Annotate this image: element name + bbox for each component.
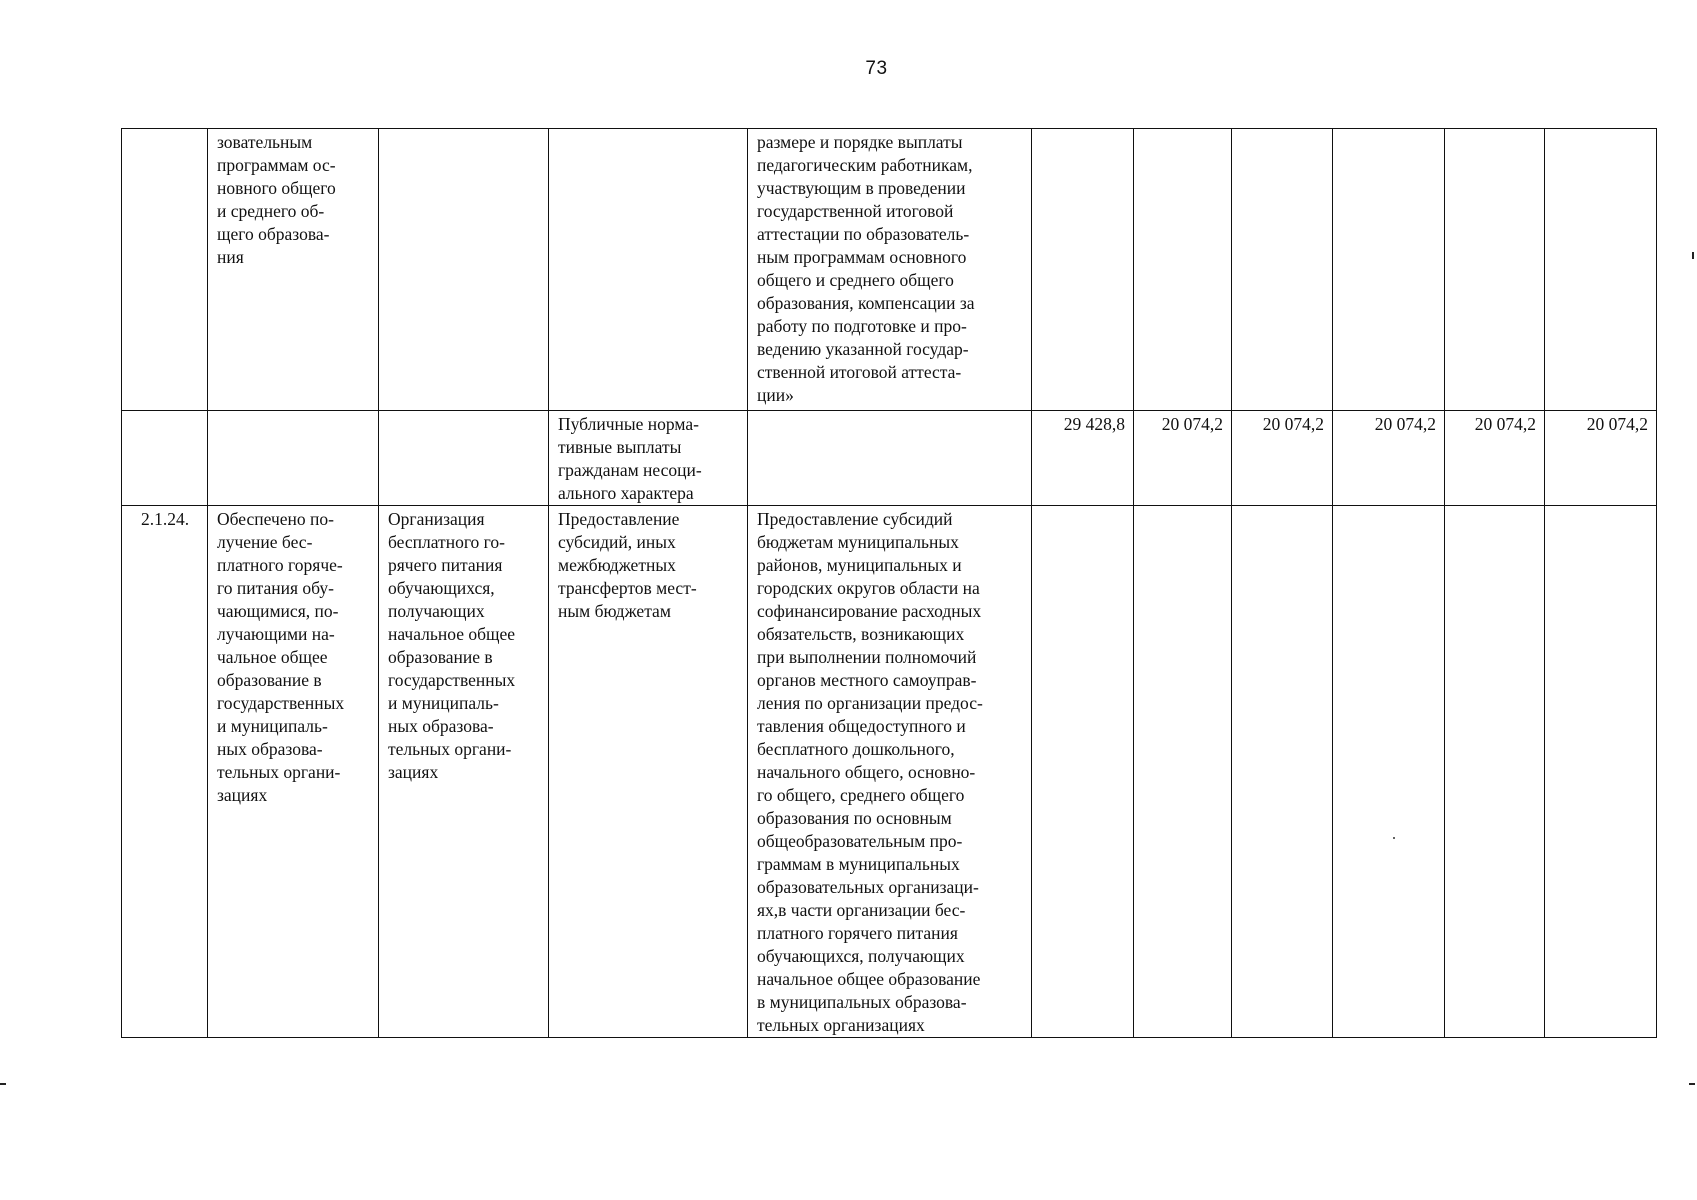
amount-cell	[1333, 506, 1445, 1038]
amount-cell	[1333, 129, 1445, 411]
expense-type-cell: Публичные норма- тивные выплаты гражданам несоци- ального характера	[549, 411, 748, 506]
amount-cell: 29 428,8	[1032, 411, 1134, 506]
expense-type-cell: Предоставление субсидий, иных межбюджетных трансфертов мест- ным бюджетам	[549, 506, 748, 1038]
amount-cell	[1445, 506, 1545, 1038]
scan-edge-mark	[1692, 252, 1694, 259]
amount-cell	[1545, 506, 1657, 1038]
table-row	[122, 506, 1657, 1038]
scan-edge-mark	[0, 1083, 6, 1085]
scan-speck	[1393, 837, 1395, 839]
amount-cell	[1032, 506, 1134, 1038]
amount-cell: 20 074,2	[1333, 411, 1445, 506]
table-row	[122, 411, 1657, 506]
amount-cell	[1232, 129, 1333, 411]
legal-basis-cell: Предоставление субсидий бюджетам муниципальных районов, муниципальных и городских округов области на софинансирование расходных обязательств, возникающих при выполнении полномочий органов местного самоуправ- ления по организации предос- тавления общедоступного и бесплатного дошкольного, начального общего, основно- го общего, среднего общего образования по основным общеобразовательным про- граммам в муниципальных образовательных организаци- ях,в части организации бес- платного горячего питания обучающихся, получающих начальное общее образование в муниципальных образова- тельных организациях	[748, 506, 1032, 1038]
page-number: 73	[865, 58, 888, 79]
amount-cell: 20 074,2	[1134, 411, 1232, 506]
amount-cell	[1445, 129, 1545, 411]
item-number-cell: 2.1.24.	[122, 506, 208, 1038]
amount-cell	[1134, 506, 1232, 1038]
measure-cell: Организация бесплатного го- рячего питания обучающихся, получающих начальное общее образование в государственных и муниципаль- ных образова- тельных органи- зациях	[379, 506, 549, 1038]
item-number-cell	[122, 411, 208, 506]
result-cell: Обеспечено по- лучение бес- платного горяче- го питания обу- чающимися, по- лучающими на- чальное общее образование в государственных и муниципаль- ных образова- тельных органи- зациях	[208, 506, 379, 1038]
measure-cell	[379, 129, 549, 411]
expense-type-cell	[549, 129, 748, 411]
legal-basis-cell	[748, 411, 1032, 506]
budget-table	[121, 128, 1657, 1038]
result-cell	[208, 411, 379, 506]
scan-edge-mark	[1689, 1083, 1695, 1085]
amount-cell: 20 074,2	[1445, 411, 1545, 506]
amount-cell	[1232, 506, 1333, 1038]
item-number-cell	[122, 129, 208, 411]
amount-cell: 20 074,2	[1545, 411, 1657, 506]
amount-cell: 20 074,2	[1232, 411, 1333, 506]
amount-cell	[1134, 129, 1232, 411]
measure-cell	[379, 411, 549, 506]
table-row	[122, 129, 1657, 411]
amount-cell	[1545, 129, 1657, 411]
amount-cell	[1032, 129, 1134, 411]
result-cell: зовательным программам ос- новного общего и среднего об- щего образова- ния	[208, 129, 379, 411]
legal-basis-cell: размере и порядке выплаты педагогическим работникам, участвующим в проведении государственной итоговой аттестации по образователь- ным программам основного общего и среднего общего образования, компенсации за работу по подготовке и про- ведению указанной государ- ственной итоговой аттеста- ции»	[748, 129, 1032, 411]
